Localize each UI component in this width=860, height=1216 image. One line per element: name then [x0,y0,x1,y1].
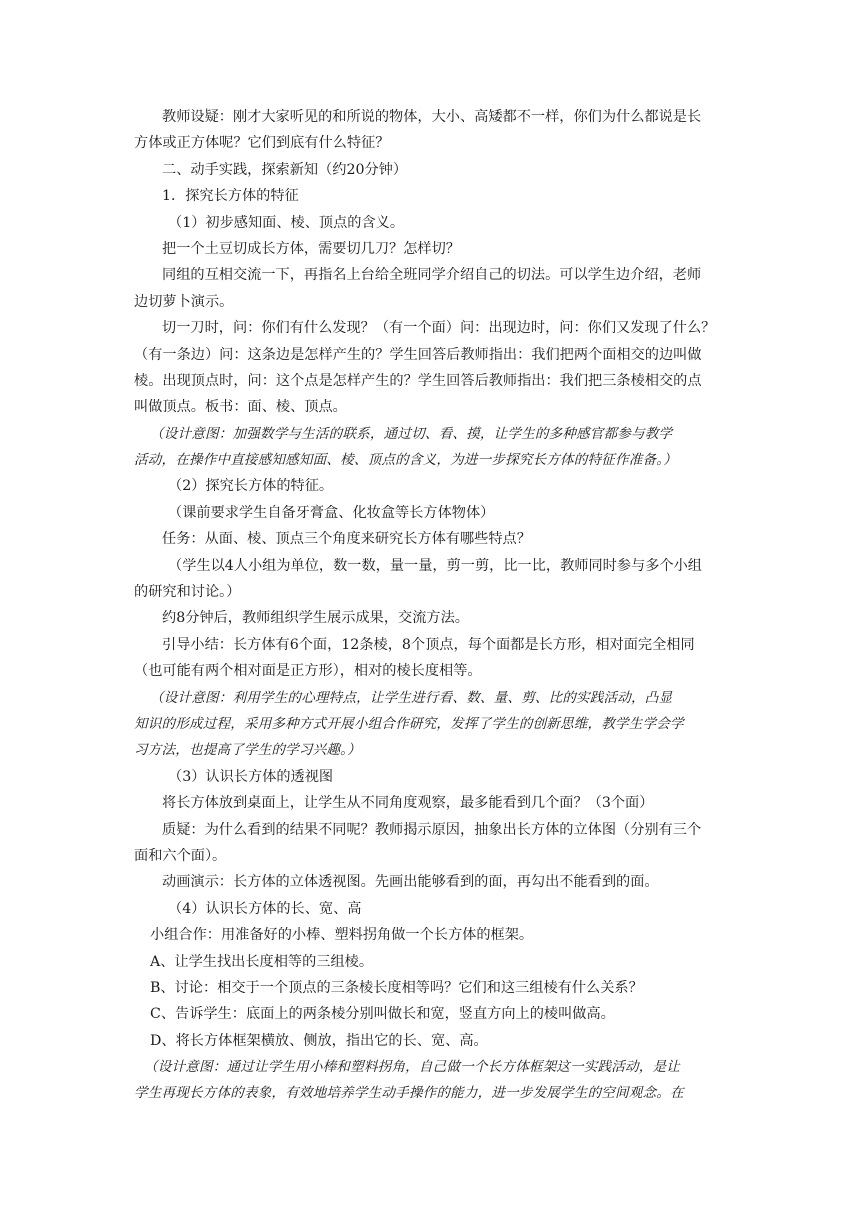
paragraph-line: 棱。出现顶点时，问：这个点是怎样产生的？学生回答后教师指出：我们把三条棱相交的点 [134,372,702,389]
paragraph-line: 叫做顶点。板书：面、棱、顶点。 [134,399,347,416]
design-intent-note: 活动，在操作中直接感知感知面、棱、顶点的含义，为进一步探究长方体的特征作准备。） [134,452,677,469]
subsection-heading: （3）认识长方体的透视图 [168,768,334,785]
paragraph-line: 方体或正方体呢？它们到底有什么特征？ [134,135,390,152]
design-intent-note: （设计意图：利用学生的心理特点，让学生进行看、数、量、剪、比的实践活动，凸显 [150,689,673,706]
design-intent-note: 学生再现长方体的表象，有效地培养学生动手操作的能力，进一步发展学生的空间观念。在 [134,1085,684,1102]
paragraph-line: 把一个土豆切成长方体，需要切几刀？怎样切？ [162,240,460,257]
list-item: A、让学生找出长度相等的三组棱。 [150,953,374,970]
paragraph-line: 的研究和讨论。） [134,584,241,601]
document-body [134,104,734,1107]
design-intent-note: （设计意图：通过让学生用小棒和塑料拐角，自己做一个长方体框架这一实践活动，是让 [144,1059,681,1076]
subsection-heading: 1．探究长方体的特征 [162,188,299,205]
paragraph-line: 约8分钟后，教师组织学生展示成果，交流方法。 [162,610,469,627]
paragraph-line: （课前要求学生自备牙膏盒、化妆盒等长方体物体） [168,504,495,521]
subsection-heading: （4）认识长方体的长、宽、高 [168,900,362,917]
subsection-heading: （2）探究长方体的特征。 [168,478,334,495]
list-item: B、讨论：相交于一个顶点的三条棱长度相等吗？它们和这三组棱有什么关系？ [150,979,643,996]
paragraph-line: 同组的互相交流一下，再指名上台给全班同学介绍自己的切法。可以学生边介绍，老师 [162,267,702,284]
paragraph-line: 教师设疑：刚才大家听见的和所说的物体，大小、高矮都不一样，你们为什么都说是长 [162,109,702,125]
design-intent-note: 习方法，也提高了学生的学习兴趣。） [134,742,361,759]
paragraph-line: （也可能有两个相对面是正方形），相对的棱长度相等。 [134,663,482,680]
section-heading: 二、动手实践，探索新知（约20分钟） [162,161,408,178]
paragraph-line: 动画演示：长方体的立体透视图。先画出能够看到的面，再勾出不能看到的面。 [162,874,659,891]
paragraph-line: 切一刀时，问：你们有什么发现？（有一个面）问：出现边时，问：你们又发现了什么？ [162,320,716,337]
paragraph-line: （有一条边）问：这条边是怎样产生的？学生回答后教师指出：我们把两个面相交的边叫做 [134,346,702,363]
paragraph-line: 引导小结：长方体有6个面，12条棱，8个顶点，每个面都是长方形，相对面完全相同 [162,636,695,653]
paragraph-line: 小组合作：用准备好的小棒、塑料拐角做一个长方体的框架。 [150,927,534,944]
paragraph-line: 将长方体放到桌面上，让学生从不同角度观察，最多能看到几个面？（3个面） [162,795,654,812]
list-item: D、将长方体框架横放、侧放，指出它的长、宽、高。 [150,1032,488,1049]
paragraph-line: （学生以4人小组为单位，数一数，量一量，剪一剪，比一比，教师同时参与多个小组 [168,557,702,574]
list-item: C、告诉学生：底面上的两条棱分别叫做长和宽，竖直方向上的棱叫做高。 [150,1006,615,1023]
subsection-heading: （1）初步感知面、棱、顶点的含义。 [168,214,405,231]
paragraph-line: 面和六个面）。 [134,847,227,864]
paragraph-line: 质疑：为什么看到的结果不同呢？教师揭示原因，抽象出长方体的立体图（分别有三个 [162,821,702,838]
design-intent-note: （设计意图：加强数学与生活的联系，通过切、看、摸，让学生的多种感官都参与教学 [150,425,673,442]
design-intent-note: 知识的形成过程，采用多种方式开展小组合作研究，发挥了学生的创新思维，教学生学会学 [134,715,684,732]
paragraph-line: 任务：从面、棱、顶点三个角度来研究长方体有哪些特点？ [162,531,531,548]
paragraph-line: 边切萝卜演示。 [134,293,234,310]
